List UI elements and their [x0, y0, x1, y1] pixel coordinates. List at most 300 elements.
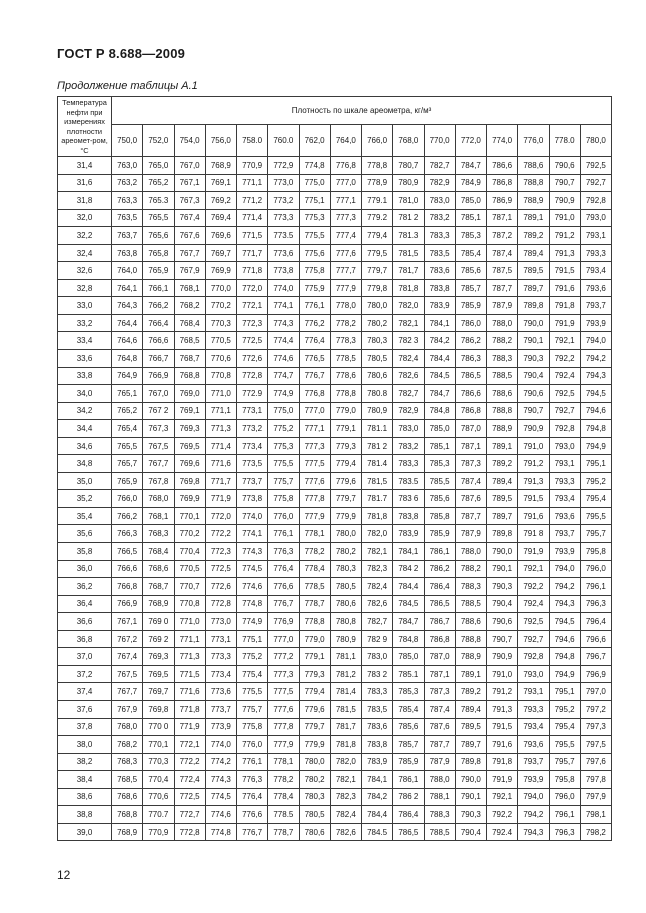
temperature-cell: 35,8 — [58, 543, 112, 561]
density-value-cell: 765,5 — [143, 209, 174, 227]
density-value-cell: 768,3 — [112, 753, 143, 771]
density-value-cell: 781,5 — [362, 472, 393, 490]
density-value-cell: 775,2 — [268, 420, 299, 438]
temperature-cell: 33,4 — [58, 332, 112, 350]
density-value-cell: 783,3 — [424, 227, 455, 245]
density-value-cell: 770,1 — [174, 507, 205, 525]
density-value-cell: 788,5 — [424, 823, 455, 841]
density-value-cell: 797,5 — [580, 736, 611, 754]
temperature-cell: 36,2 — [58, 578, 112, 596]
density-value-cell: 772,0 — [237, 279, 268, 297]
density-value-cell: 775,8 — [268, 490, 299, 508]
density-value-cell: 773,7 — [205, 700, 236, 718]
temperature-cell: 35,4 — [58, 507, 112, 525]
density-value-cell: 768,6 — [143, 560, 174, 578]
density-value-cell: 785,1 — [455, 209, 486, 227]
density-value-cell: 771,0 — [205, 385, 236, 403]
density-value-cell: 796,4 — [580, 613, 611, 631]
density-value-cell: 768,2 — [174, 297, 205, 315]
density-value-cell: 781,5 — [393, 244, 424, 262]
density-value-cell: 775,7 — [237, 700, 268, 718]
density-value-cell: 781,4 — [330, 683, 361, 701]
density-value-cell: 770,3 — [143, 753, 174, 771]
density-value-cell: 772.9 — [237, 385, 268, 403]
density-value-cell: 785.1 — [393, 665, 424, 683]
density-value-cell: 792,4 — [518, 595, 549, 613]
temperature-cell: 34,8 — [58, 455, 112, 473]
density-value-cell: 792,5 — [549, 385, 580, 403]
density-value-cell: 764,1 — [112, 279, 143, 297]
density-value-cell: 774,1 — [268, 297, 299, 315]
density-value-cell: 773,2 — [268, 192, 299, 210]
density-value-cell: 769,1 — [174, 402, 205, 420]
density-column-header: 778.0 — [549, 125, 580, 157]
density-value-cell: 776,1 — [299, 297, 330, 315]
temperature-cell: 38,0 — [58, 736, 112, 754]
density-value-cell: 795,8 — [549, 771, 580, 789]
density-value-cell: 777,4 — [330, 227, 361, 245]
density-value-cell: 763,5 — [112, 209, 143, 227]
density-value-cell: 779,4 — [299, 683, 330, 701]
density-value-cell: 785,8 — [424, 507, 455, 525]
density-value-cell: 771,8 — [174, 700, 205, 718]
density-value-cell: 790,7 — [487, 630, 518, 648]
density-value-cell: 793,1 — [518, 683, 549, 701]
density-value-cell: 771,2 — [237, 192, 268, 210]
density-value-cell: 790,1 — [518, 332, 549, 350]
density-value-cell: 768,1 — [143, 507, 174, 525]
density-value-cell: 786,8 — [455, 402, 486, 420]
density-value-cell: 793,4 — [580, 262, 611, 280]
density-value-cell: 770,5 — [174, 560, 205, 578]
density-value-cell: 769,9 — [174, 490, 205, 508]
density-value-cell: 776,4 — [299, 332, 330, 350]
density-value-cell: 771,1 — [237, 174, 268, 192]
density-value-cell: 779.1 — [362, 192, 393, 210]
density-value-cell: 795,4 — [580, 490, 611, 508]
density-value-cell: 776,6 — [237, 806, 268, 824]
table-row — [58, 244, 612, 262]
density-value-cell: 772,6 — [237, 350, 268, 368]
density-value-cell: 780,8 — [330, 613, 361, 631]
density-value-cell: 787,9 — [455, 525, 486, 543]
density-value-cell: 796,1 — [549, 806, 580, 824]
table-row — [58, 279, 612, 297]
density-value-cell: 789,8 — [455, 753, 486, 771]
density-group-header: Плотность по шкале ареометра, кг/м³ — [112, 97, 612, 125]
temperature-cell: 33,2 — [58, 314, 112, 332]
density-value-cell: 767,1 — [174, 174, 205, 192]
density-value-cell: 778,2 — [299, 543, 330, 561]
density-value-cell: 768,1 — [174, 279, 205, 297]
density-value-cell: 782 3 — [393, 332, 424, 350]
density-value-cell: 775,0 — [268, 402, 299, 420]
density-value-cell: 788,3 — [424, 806, 455, 824]
density-value-cell: 791,8 — [549, 297, 580, 315]
density-value-cell: 782,3 — [330, 788, 361, 806]
density-value-cell: 794,8 — [549, 648, 580, 666]
density-value-cell: 781.1 — [362, 420, 393, 438]
density-value-cell: 793,6 — [549, 507, 580, 525]
density-value-cell: 786,4 — [393, 806, 424, 824]
density-value-cell: 773,3 — [205, 648, 236, 666]
density-value-cell: 767,5 — [143, 437, 174, 455]
density-value-cell: 778,6 — [330, 367, 361, 385]
temperature-cell: 31,6 — [58, 174, 112, 192]
density-value-cell: 767,6 — [174, 227, 205, 245]
density-value-cell: 771,3 — [205, 420, 236, 438]
density-value-cell: 777,3 — [268, 665, 299, 683]
density-value-cell: 777,1 — [330, 192, 361, 210]
density-value-cell: 768,8 — [174, 367, 205, 385]
density-value-cell: 792,8 — [549, 420, 580, 438]
density-value-cell: 795,2 — [549, 700, 580, 718]
density-value-cell: 774,6 — [205, 806, 236, 824]
density-value-cell: 770,8 — [205, 367, 236, 385]
density-value-cell: 768,9 — [143, 595, 174, 613]
density-value-cell: 795,7 — [580, 525, 611, 543]
density-value-cell: 764,6 — [112, 332, 143, 350]
density-value-cell: 782,6 — [393, 367, 424, 385]
density-value-cell: 789,7 — [455, 736, 486, 754]
density-value-cell: 775,8 — [237, 718, 268, 736]
density-value-cell: 775,0 — [299, 174, 330, 192]
density-value-cell: 794,0 — [549, 560, 580, 578]
table-row — [58, 630, 612, 648]
density-value-cell: 792,8 — [518, 648, 549, 666]
density-value-cell: 785,4 — [455, 244, 486, 262]
density-value-cell: 766,5 — [112, 543, 143, 561]
density-column-header: 780,0 — [580, 125, 611, 157]
density-value-cell: 782,3 — [362, 560, 393, 578]
density-value-cell: 774,0 — [205, 736, 236, 754]
density-value-cell: 785,4 — [393, 700, 424, 718]
density-value-cell: 791,9 — [487, 771, 518, 789]
density-value-cell: 796,9 — [580, 665, 611, 683]
density-value-cell: 780.8 — [362, 385, 393, 403]
density-value-cell: 783,6 — [424, 262, 455, 280]
density-value-cell: 766,4 — [143, 314, 174, 332]
density-value-cell: 776,1 — [237, 753, 268, 771]
density-column-header: 754,0 — [174, 125, 205, 157]
density-value-cell: 771,1 — [174, 630, 205, 648]
density-value-cell: 793,0 — [518, 665, 549, 683]
density-value-cell: 788,6 — [455, 613, 486, 631]
density-value-cell: 794,9 — [549, 665, 580, 683]
density-value-cell: 792,7 — [549, 402, 580, 420]
density-value-cell: 788,0 — [455, 543, 486, 561]
density-value-cell: 783,9 — [362, 753, 393, 771]
density-value-cell: 779,6 — [330, 472, 361, 490]
density-value-cell: 768,7 — [143, 578, 174, 596]
table-row — [58, 455, 612, 473]
density-value-cell: 772,5 — [205, 560, 236, 578]
density-value-cell: 790,6 — [487, 613, 518, 631]
density-value-cell: 775,6 — [299, 244, 330, 262]
density-value-cell: 775,1 — [237, 630, 268, 648]
density-value-cell: 767 2 — [143, 402, 174, 420]
density-value-cell: 790,3 — [518, 350, 549, 368]
temperature-cell: 38,8 — [58, 806, 112, 824]
density-value-cell: 769,6 — [174, 455, 205, 473]
density-value-cell: 797,2 — [580, 700, 611, 718]
density-value-cell: 797,8 — [580, 771, 611, 789]
density-value-cell: 767,3 — [143, 420, 174, 438]
density-value-cell: 787,6 — [455, 490, 486, 508]
density-value-cell: 783,3 — [362, 683, 393, 701]
density-value-cell: 782,1 — [393, 314, 424, 332]
density-value-cell: 789,4 — [455, 700, 486, 718]
density-value-cell: 788,1 — [424, 788, 455, 806]
density-value-cell: 774,4 — [268, 332, 299, 350]
density-value-cell: 772,5 — [174, 788, 205, 806]
density-value-cell: 780,0 — [362, 297, 393, 315]
density-value-cell: 781.4 — [362, 455, 393, 473]
density-value-cell: 795,4 — [549, 718, 580, 736]
density-value-cell: 782,0 — [362, 525, 393, 543]
density-value-cell: 766,6 — [112, 560, 143, 578]
density-value-cell: 782,1 — [330, 771, 361, 789]
density-value-cell: 783,0 — [362, 648, 393, 666]
density-value-cell: 774,3 — [268, 314, 299, 332]
density-value-cell: 781,0 — [393, 192, 424, 210]
density-value-cell: 792,1 — [487, 788, 518, 806]
density-value-cell: 793,7 — [580, 297, 611, 315]
density-value-cell: 791,8 — [487, 753, 518, 771]
density-value-cell: 791,3 — [518, 472, 549, 490]
density-value-cell: 776,1 — [268, 525, 299, 543]
density-value-cell: 786,1 — [424, 543, 455, 561]
density-value-cell: 777,5 — [299, 455, 330, 473]
density-value-cell: 775,8 — [299, 262, 330, 280]
density-value-cell: 792,5 — [518, 613, 549, 631]
density-value-cell: 790,9 — [549, 192, 580, 210]
density-value-cell: 766,0 — [112, 490, 143, 508]
density-value-cell: 777,9 — [299, 507, 330, 525]
density-value-cell: 764,0 — [112, 262, 143, 280]
density-column-header: 762,0 — [299, 125, 330, 157]
density-value-cell: 793,3 — [580, 244, 611, 262]
temperature-cell: 37,6 — [58, 700, 112, 718]
density-value-cell: 765.3 — [143, 192, 174, 210]
density-value-cell: 783,3 — [393, 455, 424, 473]
density-value-cell: 772,0 — [205, 507, 236, 525]
density-correction-table — [57, 96, 612, 841]
density-value-cell: 787,1 — [455, 437, 486, 455]
temperature-cell: 37,8 — [58, 718, 112, 736]
density-value-cell: 769,7 — [205, 244, 236, 262]
density-value-cell: 787,0 — [455, 420, 486, 438]
density-value-cell: 778,4 — [299, 560, 330, 578]
density-value-cell: 783 2 — [362, 665, 393, 683]
density-value-cell: 772,2 — [174, 753, 205, 771]
density-value-cell: 794,2 — [549, 578, 580, 596]
density-value-cell: 785,3 — [424, 455, 455, 473]
density-value-cell: 784,8 — [393, 630, 424, 648]
density-value-cell: 780,5 — [299, 806, 330, 824]
density-value-cell: 772,9 — [268, 157, 299, 175]
density-value-cell: 784,5 — [393, 595, 424, 613]
density-value-cell: 784,2 — [362, 788, 393, 806]
density-value-cell: 767,3 — [174, 192, 205, 210]
density-value-cell: 766,3 — [112, 525, 143, 543]
density-value-cell: 788,9 — [487, 420, 518, 438]
density-value-cell: 784,1 — [424, 314, 455, 332]
density-value-cell: 790,7 — [518, 402, 549, 420]
density-value-cell: 791,6 — [549, 279, 580, 297]
density-value-cell: 772,7 — [174, 806, 205, 824]
density-value-cell: 787,7 — [487, 279, 518, 297]
table-row — [58, 420, 612, 438]
density-value-cell: 782,6 — [362, 595, 393, 613]
density-value-cell: 778,8 — [299, 613, 330, 631]
density-value-cell: 776,3 — [237, 771, 268, 789]
density-value-cell: 793,0 — [549, 437, 580, 455]
density-value-cell: 787,3 — [455, 455, 486, 473]
density-value-cell: 767,9 — [174, 262, 205, 280]
density-value-cell: 792,1 — [518, 560, 549, 578]
density-value-cell: 768,2 — [112, 736, 143, 754]
density-value-cell: 788,2 — [455, 560, 486, 578]
density-value-cell: 791,5 — [518, 490, 549, 508]
density-value-cell: 786,0 — [455, 314, 486, 332]
temperature-cell: 37,4 — [58, 683, 112, 701]
density-value-cell: 768,6 — [112, 788, 143, 806]
density-value-cell: 781 2 — [393, 209, 424, 227]
density-value-cell: 779,7 — [362, 262, 393, 280]
density-value-cell: 788,3 — [455, 578, 486, 596]
density-value-cell: 770,2 — [205, 297, 236, 315]
density-value-cell: 775,2 — [237, 648, 268, 666]
density-value-cell: 784,4 — [393, 578, 424, 596]
density-value-cell: 771,3 — [174, 648, 205, 666]
density-value-cell: 774,5 — [205, 788, 236, 806]
density-value-cell: 782 9 — [362, 630, 393, 648]
density-value-cell: 778,7 — [299, 595, 330, 613]
density-value-cell: 780,6 — [362, 367, 393, 385]
density-value-cell: 768,5 — [174, 332, 205, 350]
table-row — [58, 700, 612, 718]
density-value-cell: 784.5 — [362, 823, 393, 841]
temperature-cell: 33,0 — [58, 297, 112, 315]
density-value-cell: 765,9 — [112, 472, 143, 490]
density-value-cell: 766,9 — [143, 367, 174, 385]
density-column-header: 774,0 — [487, 125, 518, 157]
density-value-cell: 776,4 — [268, 560, 299, 578]
density-column-header: 756,0 — [205, 125, 236, 157]
density-value-cell: 778,8 — [330, 385, 361, 403]
density-value-cell: 774,5 — [237, 560, 268, 578]
density-value-cell: 785,5 — [424, 472, 455, 490]
density-value-cell: 770,9 — [143, 823, 174, 841]
density-value-cell: 785,3 — [455, 227, 486, 245]
density-value-cell: 769 0 — [143, 613, 174, 631]
density-value-cell: 783,0 — [393, 420, 424, 438]
density-value-cell: 771,4 — [237, 209, 268, 227]
density-value-cell: 787,0 — [424, 648, 455, 666]
density-value-cell: 788,9 — [518, 192, 549, 210]
density-value-cell: 781,7 — [393, 262, 424, 280]
density-value-cell: 772,1 — [174, 736, 205, 754]
density-value-cell: 786,5 — [393, 823, 424, 841]
density-value-cell: 767,0 — [143, 385, 174, 403]
table-row — [58, 507, 612, 525]
density-value-cell: 782,7 — [393, 385, 424, 403]
density-value-cell: 773,6 — [205, 683, 236, 701]
density-value-cell: 789,1 — [455, 665, 486, 683]
density-value-cell: 777,6 — [268, 700, 299, 718]
density-value-cell: 785,6 — [424, 490, 455, 508]
density-value-cell: 763,7 — [112, 227, 143, 245]
density-value-cell: 798,2 — [580, 823, 611, 841]
temperature-cell: 36,0 — [58, 560, 112, 578]
density-value-cell: 786,5 — [424, 595, 455, 613]
density-value-cell: 775,5 — [268, 455, 299, 473]
density-value-cell: 769,9 — [205, 262, 236, 280]
density-value-cell: 795,7 — [549, 753, 580, 771]
temperature-cell: 35,2 — [58, 490, 112, 508]
density-value-cell: 797,3 — [580, 718, 611, 736]
density-value-cell: 770,1 — [143, 736, 174, 754]
density-value-cell: 775,3 — [268, 437, 299, 455]
temperature-cell: 34,2 — [58, 402, 112, 420]
density-value-cell: 781.7 — [362, 490, 393, 508]
density-value-cell: 763,3 — [112, 192, 143, 210]
density-value-cell: 780,9 — [330, 630, 361, 648]
density-value-cell: 788,6 — [487, 385, 518, 403]
density-value-cell: 786,5 — [455, 367, 486, 385]
density-value-cell: 780,0 — [299, 753, 330, 771]
density-value-cell: 787,7 — [455, 507, 486, 525]
density-value-cell: 791,2 — [487, 683, 518, 701]
temperature-cell: 38,4 — [58, 771, 112, 789]
density-value-cell: 774,1 — [237, 525, 268, 543]
density-value-cell: 790,6 — [518, 385, 549, 403]
density-value-cell: 785,7 — [455, 279, 486, 297]
density-value-cell: 791,9 — [549, 314, 580, 332]
density-value-cell: 764,8 — [112, 350, 143, 368]
density-value-cell: 769,7 — [143, 683, 174, 701]
density-value-cell: 791 8 — [518, 525, 549, 543]
density-value-cell: 767,0 — [174, 157, 205, 175]
density-value-cell: 789,4 — [487, 472, 518, 490]
density-value-cell: 767,8 — [143, 472, 174, 490]
density-value-cell: 775,3 — [299, 209, 330, 227]
density-value-cell: 781,8 — [393, 279, 424, 297]
density-value-cell: 777,6 — [299, 472, 330, 490]
density-value-cell: 772,2 — [205, 525, 236, 543]
density-value-cell: 782,9 — [424, 174, 455, 192]
table-row — [58, 736, 612, 754]
density-value-cell: 794,6 — [549, 630, 580, 648]
density-value-cell: 795,5 — [580, 507, 611, 525]
density-value-cell: 782,0 — [330, 753, 361, 771]
density-value-cell: 777,6 — [330, 244, 361, 262]
density-value-cell: 767,4 — [112, 648, 143, 666]
density-value-cell: 790,1 — [455, 788, 486, 806]
density-value-cell: 782,4 — [330, 806, 361, 824]
density-column-header: 772,0 — [455, 125, 486, 157]
density-value-cell: 783,5 — [424, 244, 455, 262]
density-value-cell: 793,1 — [549, 455, 580, 473]
density-value-cell: 773,5 — [237, 455, 268, 473]
temperature-cell: 36,4 — [58, 595, 112, 613]
density-column-header: 750,0 — [112, 125, 143, 157]
density-value-cell: 777,7 — [330, 262, 361, 280]
density-value-cell: 793,7 — [549, 525, 580, 543]
temperature-cell: 34,0 — [58, 385, 112, 403]
table-row — [58, 806, 612, 824]
